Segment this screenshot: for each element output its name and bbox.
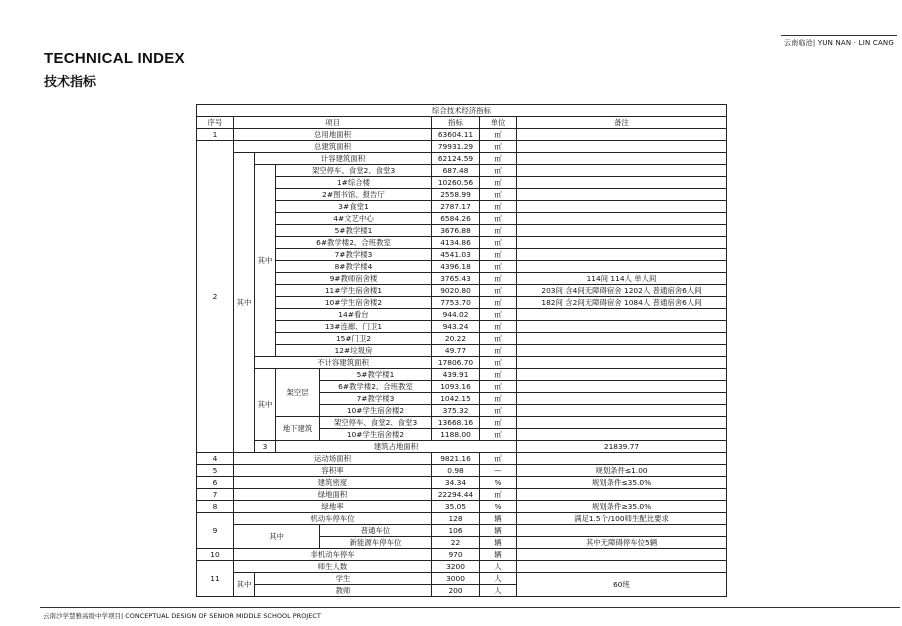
table-row bbox=[197, 201, 727, 213]
row-unit: ㎡ bbox=[480, 201, 517, 213]
row-no: 11 bbox=[197, 561, 234, 597]
row-note bbox=[517, 405, 727, 417]
row-note bbox=[517, 549, 727, 561]
table-row bbox=[197, 165, 727, 177]
row-no: 4 bbox=[197, 453, 234, 465]
table-row bbox=[197, 273, 727, 285]
row-unit: ㎡ bbox=[480, 189, 517, 201]
row-value: 17806.70 bbox=[432, 357, 480, 369]
row-value: 34.34 bbox=[432, 477, 480, 489]
row-item: 5#教学楼1 bbox=[320, 369, 432, 381]
row-item: 3#食堂1 bbox=[276, 201, 432, 213]
row-item: 10#学生宿舍楼2 bbox=[320, 405, 432, 417]
header-item: 项目 bbox=[234, 117, 432, 129]
row-unit: ㎡ bbox=[480, 429, 517, 441]
row-value: 3765.43 bbox=[432, 273, 480, 285]
qizhong-label: 其中 bbox=[234, 153, 255, 453]
row-value: 13668.16 bbox=[432, 417, 480, 429]
row-item: 14#看台 bbox=[276, 309, 432, 321]
row-item: 建筑占地面积 bbox=[276, 441, 517, 453]
row-note bbox=[517, 261, 727, 273]
table-row bbox=[197, 573, 727, 585]
qizhong-label: 其中 bbox=[255, 369, 276, 441]
table-row bbox=[197, 333, 727, 345]
row-item: 运动场面积 bbox=[234, 453, 432, 465]
row-note: 其中无障碍停车位5辆 bbox=[517, 537, 727, 549]
brand-location: 云南临沧| YUN NAN · LIN CANG bbox=[784, 39, 894, 47]
row-no: 10 bbox=[197, 549, 234, 561]
table-row bbox=[197, 225, 727, 237]
table-row bbox=[197, 453, 727, 465]
row-unit: ㎡ bbox=[480, 357, 517, 369]
row-note bbox=[517, 561, 727, 573]
row-unit: ㎡ bbox=[480, 333, 517, 345]
table-row bbox=[197, 141, 727, 153]
row-item: 容积率 bbox=[234, 465, 432, 477]
row-unit: ㎡ bbox=[480, 261, 517, 273]
technical-index-table bbox=[196, 104, 727, 597]
table-row bbox=[197, 297, 727, 309]
row-note bbox=[517, 357, 727, 369]
row-unit: ㎡ bbox=[480, 321, 517, 333]
row-item: 8#教学楼4 bbox=[276, 261, 432, 273]
row-unit: ㎡ bbox=[480, 249, 517, 261]
row-item: 师生人数 bbox=[234, 561, 432, 573]
row-unit: 辆 bbox=[480, 513, 517, 525]
row-item: 普通车位 bbox=[320, 525, 432, 537]
row-value: 944.02 bbox=[432, 309, 480, 321]
row-value: 9821.16 bbox=[432, 453, 480, 465]
row-value: 2787.17 bbox=[432, 201, 480, 213]
row-value: 1042.15 bbox=[432, 393, 480, 405]
row-no: 7 bbox=[197, 489, 234, 501]
row-note bbox=[517, 237, 727, 249]
table-row bbox=[197, 357, 727, 369]
row-value: 6584.26 bbox=[432, 213, 480, 225]
row-item: 13#连廊、门卫1 bbox=[276, 321, 432, 333]
row-note bbox=[517, 429, 727, 441]
row-unit: ㎡ bbox=[480, 285, 517, 297]
row-item: 不计容建筑面积 bbox=[255, 357, 432, 369]
row-item: 建筑密度 bbox=[234, 477, 432, 489]
table-row bbox=[197, 501, 727, 513]
row-unit: ㎡ bbox=[480, 225, 517, 237]
row-note bbox=[517, 129, 727, 141]
row-item: 教师 bbox=[255, 585, 432, 597]
row-unit: ㎡ bbox=[480, 165, 517, 177]
qizhong-label: 其中 bbox=[234, 525, 320, 549]
dixia-label: 地下建筑 bbox=[276, 417, 320, 441]
row-item: 10#学生宿舍楼2 bbox=[276, 297, 432, 309]
row-unit: 人 bbox=[480, 573, 517, 585]
row-item: 10#学生宿舍楼2 bbox=[320, 429, 432, 441]
table-row bbox=[197, 369, 727, 381]
table-row bbox=[197, 129, 727, 141]
row-item: 9#教师宿舍楼 bbox=[276, 273, 432, 285]
table-row bbox=[197, 177, 727, 189]
row-note: 满足1.5个/100师生配比要求 bbox=[517, 513, 727, 525]
row-note bbox=[517, 225, 727, 237]
page-title-cn: 技术指标 bbox=[44, 75, 97, 90]
header-note: 备注 bbox=[517, 117, 727, 129]
row-value: 1188.00 bbox=[432, 429, 480, 441]
row-value: 439.91 bbox=[432, 369, 480, 381]
row-note bbox=[517, 141, 727, 153]
row-item: 总建筑面积 bbox=[234, 141, 432, 153]
row-no: 9 bbox=[197, 513, 234, 549]
row-note bbox=[517, 249, 727, 261]
table-row bbox=[197, 513, 727, 525]
row-unit: ㎡ bbox=[480, 369, 517, 381]
row-unit: ㎡ bbox=[480, 177, 517, 189]
footer-project: 云南沙学慧雅高级中学项目| CONCEPTUAL DESIGN OF SENIOR MIDDLE SCHOOL PROJECT bbox=[43, 612, 321, 620]
row-value: 22 bbox=[432, 537, 480, 549]
row-value: 128 bbox=[432, 513, 480, 525]
header-unit: 单位 bbox=[480, 117, 517, 129]
row-note: 114间 114人 单人间 bbox=[517, 273, 727, 285]
table-row bbox=[197, 549, 727, 561]
row-note bbox=[517, 153, 727, 165]
row-item: 新能源车停车位 bbox=[320, 537, 432, 549]
row-unit: 辆 bbox=[480, 525, 517, 537]
row-unit: ㎡ bbox=[480, 405, 517, 417]
row-value: 106 bbox=[432, 525, 480, 537]
row-no: 1 bbox=[197, 129, 234, 141]
row-unit: 人 bbox=[480, 561, 517, 573]
row-note bbox=[517, 393, 727, 405]
table-row bbox=[197, 153, 727, 165]
row-item: 总用地面积 bbox=[234, 129, 432, 141]
row-note bbox=[517, 189, 727, 201]
row-note: 规划条件≤35.0% bbox=[517, 477, 727, 489]
row-item: 6#教学楼2、合班教室 bbox=[320, 381, 432, 393]
table-row bbox=[197, 345, 727, 357]
row-item: 1#综合楼 bbox=[276, 177, 432, 189]
row-item: 计容建筑面积 bbox=[255, 153, 432, 165]
row-note bbox=[517, 525, 727, 537]
row-unit: ㎡ bbox=[480, 453, 517, 465]
row-unit: % bbox=[480, 501, 517, 513]
row-note: 60班 bbox=[517, 573, 727, 597]
row-value: 3200 bbox=[432, 561, 480, 573]
row-unit: ㎡ bbox=[480, 309, 517, 321]
row-unit: ㎡ bbox=[480, 297, 517, 309]
row-item: 机动车停车位 bbox=[234, 513, 432, 525]
row-note: 203间 含4间无障碍宿舍 1202人 普通宿舍6人间 bbox=[517, 285, 727, 297]
row-item: 架空停车、食堂2、食堂3 bbox=[276, 165, 432, 177]
row-note bbox=[517, 309, 727, 321]
row-value: 200 bbox=[432, 585, 480, 597]
row-unit: ㎡ bbox=[480, 129, 517, 141]
table-row bbox=[197, 525, 727, 537]
row-unit: ㎡ bbox=[480, 237, 517, 249]
table-row bbox=[197, 465, 727, 477]
header-no: 序号 bbox=[197, 117, 234, 129]
row-value: 21839.77 bbox=[517, 441, 727, 453]
jiakongceng-label: 架空层 bbox=[276, 369, 320, 417]
table-caption-row bbox=[197, 105, 727, 117]
page-title-en: TECHNICAL INDEX bbox=[44, 50, 185, 67]
table-row bbox=[197, 213, 727, 225]
row-unit: ㎡ bbox=[480, 489, 517, 501]
row-unit: ㎡ bbox=[480, 273, 517, 285]
row-value: 3000 bbox=[432, 573, 480, 585]
row-value: 62124.59 bbox=[432, 153, 480, 165]
row-unit: ㎡ bbox=[480, 417, 517, 429]
row-value: 0.98 bbox=[432, 465, 480, 477]
row-note: 规划条件≥35.0% bbox=[517, 501, 727, 513]
row-unit: ㎡ bbox=[480, 393, 517, 405]
row-unit: % bbox=[480, 477, 517, 489]
row-value: 687.48 bbox=[432, 165, 480, 177]
table-row bbox=[197, 285, 727, 297]
row-value: 4541.03 bbox=[432, 249, 480, 261]
row-no: 2 bbox=[197, 141, 234, 453]
row-unit: ㎡ bbox=[480, 213, 517, 225]
row-value: 970 bbox=[432, 549, 480, 561]
qizhong-label: 其中 bbox=[234, 573, 255, 597]
row-item: 7#教学楼3 bbox=[276, 249, 432, 261]
row-value: 22294.44 bbox=[432, 489, 480, 501]
row-unit: — bbox=[480, 465, 517, 477]
header-value: 指标 bbox=[432, 117, 480, 129]
table-row bbox=[197, 489, 727, 501]
row-no: 6 bbox=[197, 477, 234, 489]
row-value: 9020.80 bbox=[432, 285, 480, 297]
row-unit: ㎡ bbox=[480, 153, 517, 165]
row-note bbox=[517, 213, 727, 225]
row-item: 绿地面积 bbox=[234, 489, 432, 501]
row-item: 非机动车停车 bbox=[234, 549, 432, 561]
row-note bbox=[517, 417, 727, 429]
table-row bbox=[197, 477, 727, 489]
row-note: 182间 含2间无障碍宿舍 1084人 普通宿舍6人间 bbox=[517, 297, 727, 309]
row-item: 学生 bbox=[255, 573, 432, 585]
row-unit: ㎡ bbox=[480, 381, 517, 393]
row-unit: 辆 bbox=[480, 549, 517, 561]
row-value: 3676.88 bbox=[432, 225, 480, 237]
row-item: 4#文艺中心 bbox=[276, 213, 432, 225]
table-row bbox=[197, 441, 727, 453]
row-note bbox=[517, 453, 727, 465]
row-value: 943.24 bbox=[432, 321, 480, 333]
header-rule bbox=[781, 35, 897, 36]
table-row bbox=[197, 561, 727, 573]
row-note bbox=[517, 345, 727, 357]
row-note bbox=[517, 489, 727, 501]
row-item: 架空停车、食堂2、食堂3 bbox=[320, 417, 432, 429]
row-item: 12#垃圾房 bbox=[276, 345, 432, 357]
row-note bbox=[517, 369, 727, 381]
row-no: 8 bbox=[197, 501, 234, 513]
row-value: 1093.16 bbox=[432, 381, 480, 393]
row-unit: ㎡ bbox=[480, 345, 517, 357]
table-row bbox=[197, 309, 727, 321]
row-value: 10260.56 bbox=[432, 177, 480, 189]
row-unit: 辆 bbox=[480, 537, 517, 549]
row-note bbox=[517, 333, 727, 345]
row-item: 11#学生宿舍楼1 bbox=[276, 285, 432, 297]
row-value: 49.77 bbox=[432, 345, 480, 357]
row-value: 4396.18 bbox=[432, 261, 480, 273]
row-note bbox=[517, 177, 727, 189]
row-value: 7753.70 bbox=[432, 297, 480, 309]
table-row bbox=[197, 417, 727, 429]
row-item: 6#教学楼2、合班教室 bbox=[276, 237, 432, 249]
row-item: 绿地率 bbox=[234, 501, 432, 513]
row-unit: ㎡ bbox=[480, 141, 517, 153]
row-item: 7#教学楼3 bbox=[320, 393, 432, 405]
row-note bbox=[517, 165, 727, 177]
table-row bbox=[197, 321, 727, 333]
table-row bbox=[197, 237, 727, 249]
row-no: 3 bbox=[255, 441, 276, 453]
row-note bbox=[517, 381, 727, 393]
table-caption: 综合技术经济指标 bbox=[197, 105, 727, 117]
row-no: 5 bbox=[197, 465, 234, 477]
row-value: 63604.11 bbox=[432, 129, 480, 141]
row-value: 2558.99 bbox=[432, 189, 480, 201]
row-note bbox=[517, 321, 727, 333]
row-note bbox=[517, 201, 727, 213]
row-unit: 人 bbox=[480, 585, 517, 597]
row-value: 35.05 bbox=[432, 501, 480, 513]
row-value: 4134.86 bbox=[432, 237, 480, 249]
table-row bbox=[197, 249, 727, 261]
row-value: 375.32 bbox=[432, 405, 480, 417]
row-item: 5#教学楼1 bbox=[276, 225, 432, 237]
row-value: 79931.29 bbox=[432, 141, 480, 153]
table-row bbox=[197, 261, 727, 273]
table-row bbox=[197, 189, 727, 201]
row-item: 15#门卫2 bbox=[276, 333, 432, 345]
qizhong-label: 其中 bbox=[255, 165, 276, 357]
row-item: 2#图书馆、报告厅 bbox=[276, 189, 432, 201]
footer-rule bbox=[40, 607, 900, 608]
row-note: 规划条件≤1.00 bbox=[517, 465, 727, 477]
row-value: 20.22 bbox=[432, 333, 480, 345]
table-header-row bbox=[197, 117, 727, 129]
